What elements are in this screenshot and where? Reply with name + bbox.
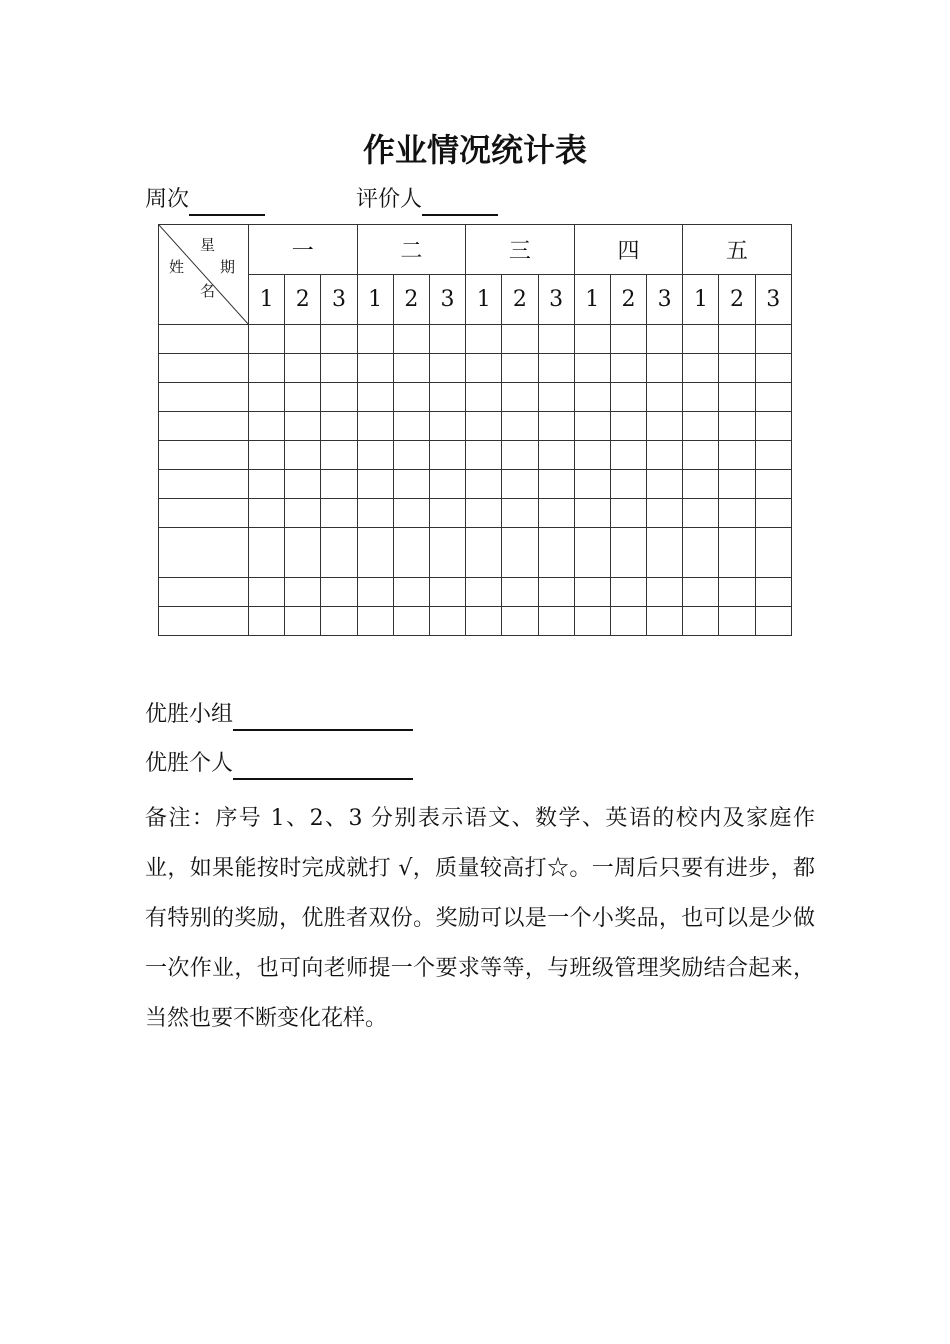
mark-cell[interactable] xyxy=(538,528,574,578)
homework-stats-table xyxy=(158,224,792,636)
mark-cell[interactable] xyxy=(719,607,755,636)
mark-cell[interactable] xyxy=(610,470,646,499)
mark-cell[interactable] xyxy=(538,383,574,412)
notes-paragraph: 备注：序号 1、2、3 分别表示语文、数学、英语的校内及家庭作业，如果能按时完成就打 √，质量较高打☆。一周后只要有进步，都有特别的奖励，优胜者双份。奖励可以是一个小奖品，也可以是少做一次作业，也可向老师提一个要求等等，与班级管理奖励结合起来，当然也要不断变化花样。 xyxy=(145,806,815,1031)
mark-cell[interactable] xyxy=(429,528,465,578)
mark-cell[interactable] xyxy=(610,412,646,441)
mark-cell[interactable] xyxy=(466,412,502,441)
mark-cell[interactable] xyxy=(466,383,502,412)
mark-cell[interactable] xyxy=(502,354,538,383)
subject-number-header: 3 xyxy=(321,275,357,325)
mark-cell[interactable] xyxy=(647,470,683,499)
mark-cell[interactable] xyxy=(393,383,429,412)
mark-cell[interactable] xyxy=(429,325,465,354)
mark-cell[interactable] xyxy=(574,578,610,607)
mark-cell[interactable] xyxy=(249,607,285,636)
mark-cell[interactable] xyxy=(357,412,393,441)
mark-cell[interactable] xyxy=(321,383,357,412)
mark-cell[interactable] xyxy=(429,412,465,441)
mark-cell[interactable] xyxy=(357,441,393,470)
mark-cell[interactable] xyxy=(285,383,321,412)
mark-cell[interactable] xyxy=(538,354,574,383)
mark-cell[interactable] xyxy=(393,325,429,354)
mark-cell[interactable] xyxy=(683,578,719,607)
mark-cell[interactable] xyxy=(502,412,538,441)
mark-cell[interactable] xyxy=(321,499,357,528)
mark-cell[interactable] xyxy=(393,412,429,441)
mark-cell[interactable] xyxy=(574,441,610,470)
student-name-cell[interactable] xyxy=(159,383,249,412)
mark-cell[interactable] xyxy=(719,528,755,578)
subject-number-header: 2 xyxy=(285,275,321,325)
mark-cell[interactable] xyxy=(466,499,502,528)
mark-cell[interactable] xyxy=(285,578,321,607)
mark-cell[interactable] xyxy=(357,528,393,578)
mark-cell[interactable] xyxy=(285,528,321,578)
table-row xyxy=(159,325,792,354)
mark-cell[interactable] xyxy=(574,607,610,636)
subject-number-header: 2 xyxy=(719,275,755,325)
subject-number-header: 2 xyxy=(610,275,646,325)
mark-cell[interactable] xyxy=(610,607,646,636)
student-name-cell[interactable] xyxy=(159,412,249,441)
mark-cell[interactable] xyxy=(502,470,538,499)
mark-cell[interactable] xyxy=(647,354,683,383)
mark-cell[interactable] xyxy=(719,441,755,470)
mark-cell[interactable] xyxy=(321,441,357,470)
table-row xyxy=(159,499,792,528)
mark-cell[interactable] xyxy=(755,499,791,528)
mark-cell[interactable] xyxy=(285,354,321,383)
mark-cell[interactable] xyxy=(357,578,393,607)
table-row xyxy=(159,578,792,607)
corner-label-name: 名 xyxy=(200,282,216,300)
day-header: 三 xyxy=(466,225,575,275)
winning-group-blank xyxy=(233,703,413,731)
mark-cell[interactable] xyxy=(574,354,610,383)
mark-cell[interactable] xyxy=(285,470,321,499)
subject-number-header: 1 xyxy=(574,275,610,325)
corner-label-star: 星 xyxy=(200,236,216,254)
mark-cell[interactable] xyxy=(574,412,610,441)
mark-cell[interactable] xyxy=(393,499,429,528)
mark-cell[interactable] xyxy=(538,578,574,607)
week-field xyxy=(145,184,265,216)
table-corner-header xyxy=(159,225,249,325)
day-header-row xyxy=(159,225,792,275)
mark-cell[interactable] xyxy=(574,528,610,578)
week-label: 周次 xyxy=(145,187,190,212)
mark-cell[interactable] xyxy=(357,325,393,354)
mark-cell[interactable] xyxy=(429,578,465,607)
mark-cell[interactable] xyxy=(502,528,538,578)
mark-cell[interactable] xyxy=(466,470,502,499)
mark-cell[interactable] xyxy=(502,578,538,607)
mark-cell[interactable] xyxy=(755,354,791,383)
mark-cell[interactable] xyxy=(249,325,285,354)
mark-cell[interactable] xyxy=(683,441,719,470)
mark-cell[interactable] xyxy=(647,499,683,528)
mark-cell[interactable] xyxy=(502,441,538,470)
winning-individual-label: 优胜个人 xyxy=(145,751,234,776)
mark-cell[interactable] xyxy=(538,470,574,499)
mark-cell[interactable] xyxy=(357,354,393,383)
mark-cell[interactable] xyxy=(321,607,357,636)
mark-cell[interactable] xyxy=(610,383,646,412)
mark-cell[interactable] xyxy=(429,383,465,412)
mark-cell[interactable] xyxy=(321,470,357,499)
mark-cell[interactable] xyxy=(393,578,429,607)
day-header: 五 xyxy=(683,225,792,275)
student-name-cell[interactable] xyxy=(159,528,249,578)
mark-cell[interactable] xyxy=(647,383,683,412)
mark-cell[interactable] xyxy=(719,499,755,528)
evaluator-label: 评价人 xyxy=(356,187,423,212)
mark-cell[interactable] xyxy=(719,383,755,412)
day-header: 二 xyxy=(357,225,466,275)
mark-cell[interactable] xyxy=(647,441,683,470)
mark-cell[interactable] xyxy=(285,441,321,470)
mark-cell[interactable] xyxy=(538,499,574,528)
mark-cell[interactable] xyxy=(466,354,502,383)
mark-cell[interactable] xyxy=(357,383,393,412)
mark-cell[interactable] xyxy=(285,325,321,354)
winning-group-field xyxy=(145,699,413,731)
mark-cell[interactable] xyxy=(719,412,755,441)
mark-cell[interactable] xyxy=(647,578,683,607)
mark-cell[interactable] xyxy=(574,383,610,412)
mark-cell[interactable] xyxy=(502,383,538,412)
mark-cell[interactable] xyxy=(610,354,646,383)
mark-cell[interactable] xyxy=(683,499,719,528)
mark-cell[interactable] xyxy=(393,441,429,470)
mark-cell[interactable] xyxy=(683,607,719,636)
mark-cell[interactable] xyxy=(610,499,646,528)
student-name-cell[interactable] xyxy=(159,499,249,528)
mark-cell[interactable] xyxy=(610,325,646,354)
day-header: 四 xyxy=(574,225,683,275)
winning-group-label: 优胜小组 xyxy=(145,702,234,727)
mark-cell[interactable] xyxy=(285,499,321,528)
mark-cell[interactable] xyxy=(574,499,610,528)
mark-cell[interactable] xyxy=(538,441,574,470)
mark-cell[interactable] xyxy=(538,325,574,354)
mark-cell[interactable] xyxy=(466,528,502,578)
mark-cell[interactable] xyxy=(393,528,429,578)
evaluator-blank xyxy=(422,188,498,216)
mark-cell[interactable] xyxy=(647,325,683,354)
mark-cell[interactable] xyxy=(393,607,429,636)
subject-number-header: 1 xyxy=(249,275,285,325)
mark-cell[interactable] xyxy=(502,325,538,354)
mark-cell[interactable] xyxy=(429,354,465,383)
student-name-cell[interactable] xyxy=(159,441,249,470)
mark-cell[interactable] xyxy=(357,607,393,636)
mark-cell[interactable] xyxy=(647,607,683,636)
page-title: 作业情况统计表 xyxy=(362,131,587,169)
subject-number-header: 3 xyxy=(755,275,791,325)
mark-cell[interactable] xyxy=(755,528,791,578)
mark-cell[interactable] xyxy=(538,412,574,441)
mark-cell[interactable] xyxy=(683,412,719,441)
table-row xyxy=(159,354,792,383)
mark-cell[interactable] xyxy=(321,528,357,578)
mark-cell[interactable] xyxy=(429,607,465,636)
mark-cell[interactable] xyxy=(321,325,357,354)
mark-cell[interactable] xyxy=(647,528,683,578)
mark-cell[interactable] xyxy=(466,441,502,470)
mark-cell[interactable] xyxy=(683,383,719,412)
subject-number-header: 2 xyxy=(393,275,429,325)
day-header: 一 xyxy=(249,225,358,275)
mark-cell[interactable] xyxy=(466,607,502,636)
mark-cell[interactable] xyxy=(574,470,610,499)
mark-cell[interactable] xyxy=(719,470,755,499)
mark-cell[interactable] xyxy=(755,412,791,441)
mark-cell[interactable] xyxy=(755,607,791,636)
mark-cell[interactable] xyxy=(683,354,719,383)
mark-cell[interactable] xyxy=(285,607,321,636)
mark-cell[interactable] xyxy=(321,578,357,607)
winning-individual-blank xyxy=(233,752,413,780)
table-row xyxy=(159,412,792,441)
mark-cell[interactable] xyxy=(610,441,646,470)
student-name-cell[interactable] xyxy=(159,470,249,499)
mark-cell[interactable] xyxy=(249,499,285,528)
mark-cell[interactable] xyxy=(466,325,502,354)
subject-number-header: 1 xyxy=(683,275,719,325)
table-row xyxy=(159,607,792,636)
table-row xyxy=(159,528,792,578)
mark-cell[interactable] xyxy=(249,441,285,470)
table-row xyxy=(159,470,792,499)
mark-cell[interactable] xyxy=(719,354,755,383)
mark-cell[interactable] xyxy=(610,578,646,607)
mark-cell[interactable] xyxy=(357,470,393,499)
mark-cell[interactable] xyxy=(249,470,285,499)
mark-cell[interactable] xyxy=(755,383,791,412)
mark-cell[interactable] xyxy=(285,412,321,441)
mark-cell[interactable] xyxy=(755,441,791,470)
student-name-cell[interactable] xyxy=(159,578,249,607)
mark-cell[interactable] xyxy=(683,325,719,354)
corner-label-period: 期 xyxy=(220,258,236,276)
table-row xyxy=(159,441,792,470)
mark-cell[interactable] xyxy=(429,499,465,528)
mark-cell[interactable] xyxy=(755,470,791,499)
student-name-cell[interactable] xyxy=(159,325,249,354)
subject-number-header: 1 xyxy=(466,275,502,325)
mark-cell[interactable] xyxy=(357,499,393,528)
mark-cell[interactable] xyxy=(683,528,719,578)
mark-cell[interactable] xyxy=(429,441,465,470)
mark-cell[interactable] xyxy=(538,607,574,636)
corner-label-surname: 姓 xyxy=(169,258,185,276)
mark-cell[interactable] xyxy=(249,383,285,412)
subject-number-header: 1 xyxy=(357,275,393,325)
subject-header-row xyxy=(159,275,792,325)
mark-cell[interactable] xyxy=(755,325,791,354)
mark-cell[interactable] xyxy=(321,354,357,383)
subject-number-header: 3 xyxy=(647,275,683,325)
mark-cell[interactable] xyxy=(466,578,502,607)
mark-cell[interactable] xyxy=(249,354,285,383)
mark-cell[interactable] xyxy=(574,325,610,354)
mark-cell[interactable] xyxy=(719,578,755,607)
subject-number-header: 3 xyxy=(429,275,465,325)
mark-cell[interactable] xyxy=(249,412,285,441)
evaluator-field xyxy=(356,184,498,216)
mark-cell[interactable] xyxy=(755,578,791,607)
student-name-cell[interactable] xyxy=(159,607,249,636)
mark-cell[interactable] xyxy=(502,607,538,636)
mark-cell[interactable] xyxy=(249,528,285,578)
mark-cell[interactable] xyxy=(647,412,683,441)
mark-cell[interactable] xyxy=(321,412,357,441)
mark-cell[interactable] xyxy=(393,470,429,499)
mark-cell[interactable] xyxy=(610,528,646,578)
mark-cell[interactable] xyxy=(249,578,285,607)
mark-cell[interactable] xyxy=(683,470,719,499)
week-blank xyxy=(189,188,265,216)
subject-number-header: 2 xyxy=(502,275,538,325)
winning-individual-field xyxy=(145,748,413,780)
mark-cell[interactable] xyxy=(502,499,538,528)
mark-cell[interactable] xyxy=(719,325,755,354)
student-name-cell[interactable] xyxy=(159,354,249,383)
table-row xyxy=(159,383,792,412)
mark-cell[interactable] xyxy=(393,354,429,383)
mark-cell[interactable] xyxy=(429,470,465,499)
subject-number-header: 3 xyxy=(538,275,574,325)
